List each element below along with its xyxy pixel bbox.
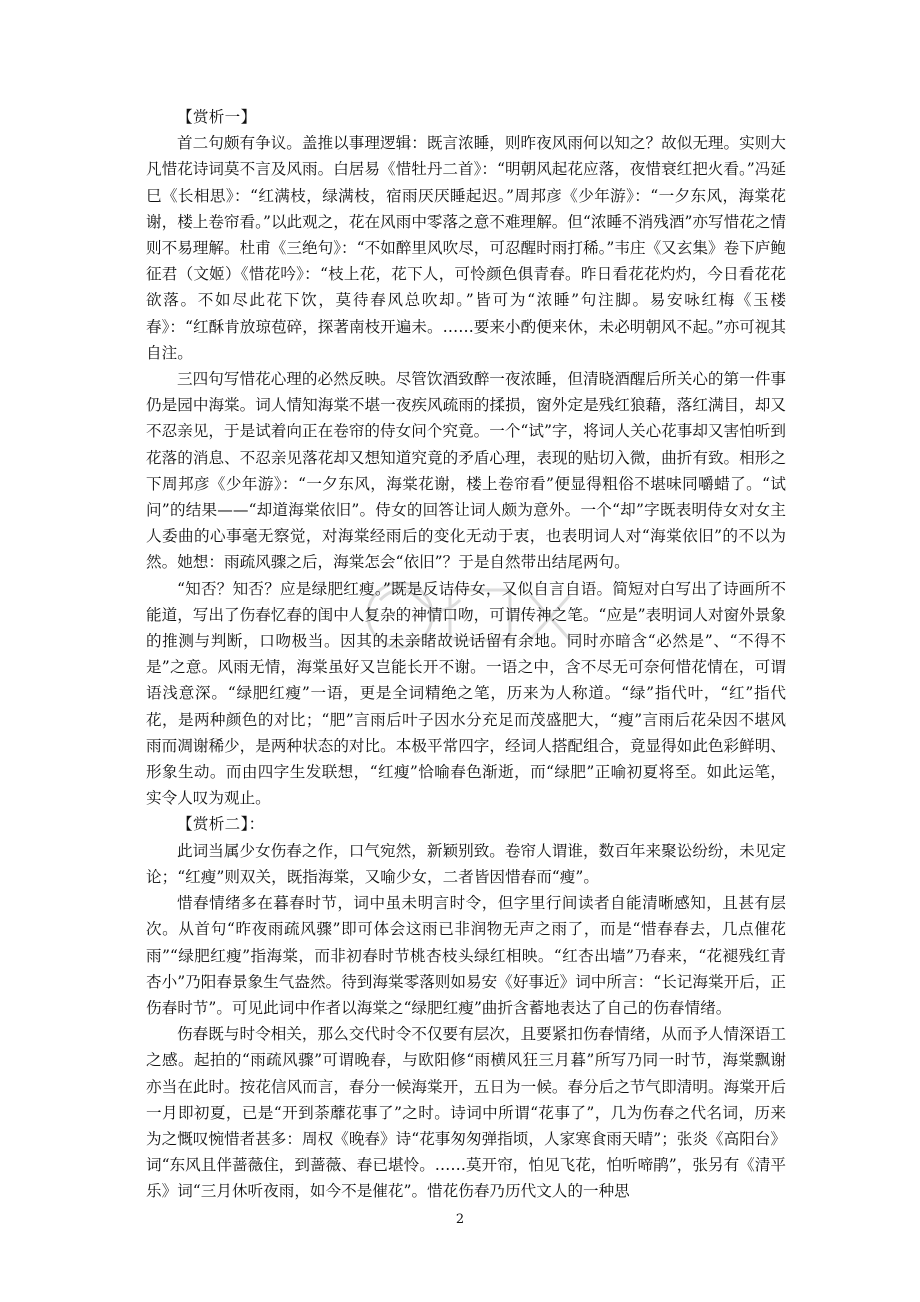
page-number: 2 [455,1212,465,1227]
analysis-section-2 [146,811,786,1204]
section-heading: 【赏析一】 [177,108,257,126]
analysis-section-1 [146,104,786,811]
section-heading: 【赏析二】： [177,815,265,834]
paragraph: 首二句颇有争议。盖推以事理逻辑：既言浓睡，则昨夜风雨何以知之？故似无理。实则大凡惜花诗词莫不言及风雨。白居易《惜牡丹二首》：“明朝风起花应落，夜惜衰红把火看。”冯延巳《长相思》：“红满枝，绿满枝，宿雨厌厌睡起迟。”周邦彦《少年游》：“一夕东风，海棠花谢，楼上卷帘看。”以此观之，花在风雨中零落之意不难理解。但“浓睡不消残酒”亦写惜花之情则不易理解。杜甫《三绝句》：“不如醉里风吹尽，可忍醒时雨打稀。”韦庄《又玄集》卷下庐鲍征君（文姬）《惜花吟》：“枝上花，花下人，可怜颜色俱青春。昨日看花花灼灼，今日看花花欲落。不如尽此花下饮，莫待春风总吹却。”皆可为“浓睡”句注脚。易安咏红梅《玉楼春》：“红酥肯放琼苞碎，探著南枝开遍未。……要来小酌便来休，未必明朝风不起。”亦可视其自注。 [146,134,786,362]
paragraph: 伤春既与时令相关，那么交代时令不仅要有层次，且要紧扣伤春情绪，从而予人情深语工之感。起拍的“雨疏风骤”可谓晚春，与欧阳修“雨横风狂三月暮”所写乃同一时节，海棠飘谢亦当在此时。按花信风而言，春分一候海棠开，五日为一候。春分后之节气即清明。海棠开后一月即初夏，已是“开到荼蘼花事了”之时。诗词中所谓“花事了”，几为伤春之代名词，历来为之慨叹惋惜者甚多：周权《晚春》诗“花事匆匆弹指顷，人家寒食雨天晴”；张炎《高阳台》词“东风且伴蔷薇住，到蔷薇、春已堪怜。……莫开帘，怕见飞花，怕听啼鹃”，张另有《清平乐》词“三月休听夜雨，如今不是催花”。惜花伤春乃历代文人的一种思 [146,1025,786,1201]
paragraph: 三四句写惜花心理的必然反映。尽管饮酒致醉一夜浓睡，但清晓酒醒后所关心的第一件事仍是园中海棠。词人情知海棠不堪一夜疾风疏雨的揉损，窗外定是残红狼藉，落红满目，却又不忍亲见，于是试着向正在卷帘的侍女问个究竟。一个“试”字，将词人关心花事却又害怕听到花落的消息、不忍亲见落花却又想知道究竟的矛盾心理，表现的贴切入微，曲折有致。相形之下周邦彦《少年游》：“一夕东风，海棠花谢，楼上卷帘看”便显得粗俗不堪味同嚼蜡了。“试问”的结果——“却道海棠依旧”。侍女的回答让词人颇为意外。一个“却”字既表明侍女对女主人委曲的心事毫无察觉，对海棠经雨后的变化无动于衷，也表明词人对“海棠依旧”的不以为然。她想：雨疏风骤之后，海棠怎会“依旧”？于是自然带出结尾两句。 [146,370,786,572]
article-body [146,104,786,1205]
paragraph: 惜春情绪多在暮春时节，词中虽未明言时令，但字里行间读者自能清晰感知，且甚有层次。从首句“昨夜雨疏风骤”即可体会这雨已非润物无声之雨了，而是“惜春春去，几点催花雨”“绿肥红瘦”指海棠，而非初春时节桃杏枝头绿红相映。“红杏出墙”乃春来，“花褪残红青杏小”乃阳春景象生气盎然。待到海棠零落则如易安《好事近》词中所言：“长记海棠开后，正伤春时节”。可见此词中作者以海棠之“绿肥红瘦”曲折含蓄地表达了自己的伤春情绪。 [146,894,786,1017]
paragraph: “知否？知否？应是绿肥红瘦。”既是反诘侍女，又似自言自语。简短对白写出了诗画所不能道，写出了伤春忆春的闺中人复杂的神情口吻，可谓传神之笔。“应是”表明词人对窗外景象的推测与判断，口吻极当。因其的未亲睹故说话留有余地。同时亦暗含“必然是”、“不得不是”之意。风雨无情，海棠虽好又岂能长开不谢。一语之中，含不尽无可奈何惜花情在，可谓语浅意深。“绿肥红瘦”一语，更是全词精绝之笔，历来为人称道。“绿”指代叶，“红”指代花，是两种颜色的对比；“肥”言雨后叶子因水分充足而茂盛肥大，“瘦”言雨后花朵因不堪风雨而凋谢稀少，是两种状态的对比。本极平常四字，经词人搭配组合，竟显得如此色彩鲜明、形象生动。而由四字生发联想，“红瘦”恰喻春色渐逝，而“绿肥”正喻初夏将至。如此运笔，实令人叹为观止。 [146,579,786,808]
paragraph: 此词当属少女伤春之作，口气宛然，新颖别致。卷帘人谓谁，数百年来聚讼纷纷，未见定论；“红瘦”则双关，既指海棠，又喻少女，二者皆因惜春而“瘦”。 [146,841,786,886]
